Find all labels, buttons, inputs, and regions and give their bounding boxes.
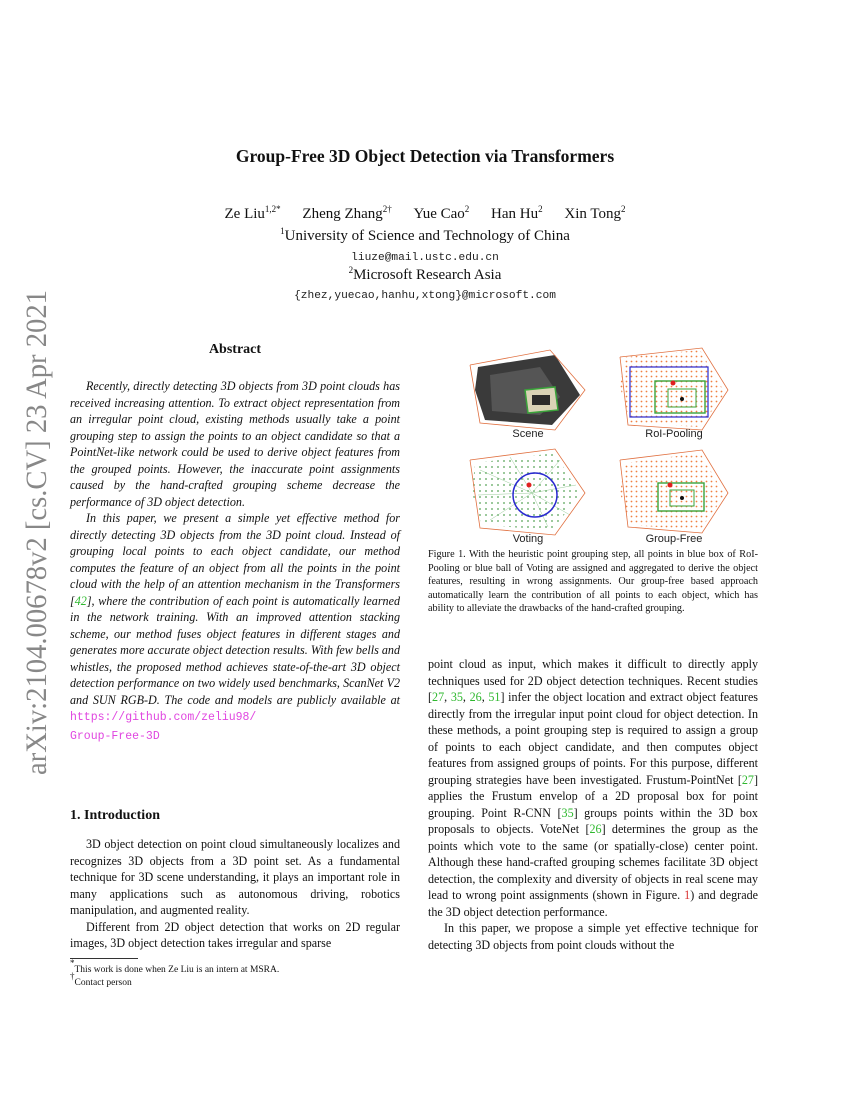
figure-1-caption: Figure 1. With the heuristic point grouping step, all points in blue box of RoI-Pooling or blue ball of Voting are assigned and aggregated to derive the object features, resulting in wrong assignments. Our group-free based approach automatically learn the contribution of all points to each object, which has ability to alleviate the drawbacks of the hand-crafted grouping. bbox=[428, 549, 758, 615]
section-heading-introduction: 1. Introduction bbox=[70, 808, 160, 823]
code-link-cont[interactable]: Group-Free-3D bbox=[70, 729, 160, 743]
code-link[interactable]: https://github.com/zeliu98/ bbox=[70, 711, 257, 724]
citation-link[interactable]: 26 bbox=[589, 822, 602, 836]
figure-subplot-label: Voting bbox=[512, 533, 544, 545]
footnote: *This work is done when Ze Liu is an intern at MSRA. bbox=[70, 958, 280, 975]
figure-subplot-label: RoI-Pooling bbox=[645, 428, 703, 440]
figure-1 bbox=[430, 345, 760, 545]
arxiv-side-stamp bbox=[12, 290, 56, 775]
citation-link[interactable]: 27 bbox=[741, 772, 754, 787]
abstract-paragraph: In this paper, we present a simple yet effective method for directly detecting 3D objects from the 3D point cloud. Instead of grouping local points to each object candidate, our method computes the feature of an object from all the points in the point cloud with the help of an attention mechanism in the Transformers [42], where the contribution of each point is automatically learned in the network training. With an improved attention stacking scheme, our method fuses object features in different stages and generates more accurate object detection results. With few bells and whistles, the proposed method achieves state-of-the-art 3D object detection performance on two widely used benchmarks, ScanNet V2 and SUN RGB-D. The code and models are publicly available at https://github.com/zeliu98/ Group-Free-3D bbox=[70, 511, 400, 743]
author-list bbox=[0, 206, 850, 223]
scene-panel bbox=[470, 350, 585, 440]
introduction-body bbox=[70, 836, 400, 952]
citation-link[interactable]: 51 bbox=[488, 690, 501, 704]
abstract-paragraph: Recently, directly detecting 3D objects from 3D point clouds has received increasing attention. To extract object representation from an irregular point cloud, existing methods usually take a point grouping step to assign the points to an object candidate so that a PointNet-like network could be used to derive object features from the grouped points. However, the inaccurate point assignments caused by the hand-crafted grouping scheme decrease the performance of 3D object detection. bbox=[70, 379, 400, 509]
right-column-body bbox=[428, 656, 758, 953]
figure-subplot-label: Scene bbox=[512, 428, 544, 440]
citation-link[interactable]: 27 bbox=[432, 690, 445, 704]
intro-paragraph: Different from 2D object detection that works on 2D regular images, 3D object detection takes irregular and sparse bbox=[70, 919, 400, 950]
footnote: †Contact person bbox=[70, 971, 132, 988]
intro-paragraph: 3D object detection on point cloud simultaneously localizes and recognizes 3D objects from a 3D point set. As a fundamental technique for 3D scene understanding, it plays an important role in many applications such as autonomous driving, robotics manipulation, and augmented reality. bbox=[70, 837, 400, 917]
citation-link[interactable]: 26 bbox=[469, 690, 482, 704]
footnotes bbox=[70, 958, 400, 989]
roi-pooling-panel bbox=[620, 348, 728, 440]
paper-title: Group-Free 3D Object Detection via Transformers bbox=[235, 146, 615, 166]
footnote-rule bbox=[70, 958, 138, 959]
author: Yue Cao$^2$ bbox=[413, 204, 470, 222]
body-paragraph: point cloud as input, which makes it difficult to directly apply techniques used for 2D object detection techniques. Recent studies [27, 35, 26, 51] infer the object location and extract object features directly from the irregular input point cloud for object detection. In these methods, a point grouping step is required to assign a group of points to each object candidate, and then computes object features from assigned groups of points. For this purpose, different grouping strategies have been investigated. Frustum-PointNet [27] applies the Frustum envelop of a 2D proposal box for point grouping. Point R-CNN [35] groups points within the 3D box proposals to objects. VoteNet [26] determines the group as the points which vote to the same (or spatially-close) center point. Although these hand-crafted grouping schemes facilitate 3D object detection, the complexity and diversity of objects in real scene may lead to wrong point assignments (shown in Figure. 1) and degrade the 3D object detection performance. bbox=[428, 657, 759, 919]
body-paragraph: In this paper, we propose a simple yet effective technique for detecting 3D objects from point clouds without the bbox=[428, 921, 758, 952]
abstract-heading: Abstract bbox=[208, 342, 262, 357]
affiliation-2: $^2$Microsoft Research Asia bbox=[348, 265, 502, 283]
arxiv-id: arXiv:2104.00678v2 [cs.CV] 23 Apr 2021 bbox=[20, 290, 53, 775]
citation-link[interactable]: 35 bbox=[450, 690, 463, 704]
author: Han Hu$^2$ bbox=[491, 204, 543, 222]
citation-link[interactable]: 42 bbox=[74, 593, 87, 608]
author: Xin Tong$^2$ bbox=[564, 204, 626, 222]
citation-link[interactable]: 35 bbox=[561, 805, 574, 820]
group-free-panel bbox=[620, 450, 728, 545]
author: Zheng Zhang$^{2\dagger}$ bbox=[302, 204, 392, 222]
affiliation-1: $^1$University of Science and Technology of China bbox=[280, 226, 570, 244]
email-1: liuze@mail.ustc.edu.cn bbox=[351, 252, 499, 264]
figure-reference-link[interactable]: 1 bbox=[684, 888, 691, 902]
voting-panel bbox=[470, 449, 585, 545]
figure-subplot-label: Group-Free bbox=[645, 533, 703, 545]
email-2: {zhez,yuecao,hanhu,xtong}@microsoft.com bbox=[294, 290, 556, 302]
author: Ze Liu$^{1,2*}$ bbox=[224, 204, 281, 222]
abstract-body bbox=[70, 378, 400, 745]
